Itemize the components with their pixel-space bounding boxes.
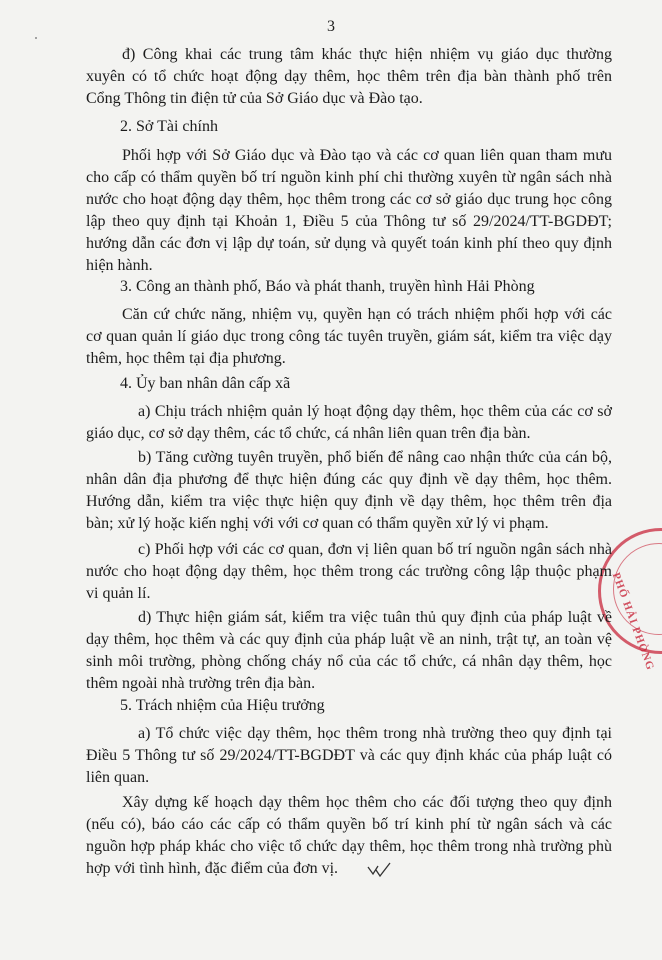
text-line: nhân dân địa phương để thực hiện đúng các quy định về dạy thêm, học thêm.: [86, 471, 612, 488]
paragraph: [86, 304, 612, 370]
text-line: dạy thêm, học thêm và các quy định của pháp luật về an ninh, trật tự, an toàn vệ: [86, 631, 612, 648]
handwritten-mark: [366, 861, 392, 879]
text-line: nguồn hợp pháp khác cho việc tổ chức dạy thêm, học thêm trong nhà trường phù: [86, 838, 612, 855]
paragraph: [86, 539, 612, 605]
text-line: Phối hợp với Sở Giáo dục và Đào tạo và các cơ quan liên quan tham mưu: [122, 147, 612, 164]
text-line: nước cho hoạt động dạy thêm, học thêm trong các cơ sở giáo dục trung học công: [86, 191, 612, 208]
text-line: Điều 5 Thông tư số 29/2024/TT-BGDĐT và các quy định khác của pháp luật có: [86, 747, 612, 764]
paragraph: [86, 401, 612, 445]
text-line: xuyên có tổ chức hoạt động dạy thêm, học thêm trên địa bàn thành phố trên: [86, 68, 612, 85]
text-line: giáo dục, cơ sở dạy thêm, các tổ chức, cá nhân liên quan trên địa bàn.: [86, 425, 531, 442]
text-line: hiện hành.: [86, 257, 153, 274]
paragraph: [86, 607, 612, 695]
text-line: thêm ngoài nhà trường trên địa bàn.: [86, 675, 316, 692]
text-line: nước cho hoạt động dạy thêm, học thêm trong các trường công lập thuộc phạm: [86, 563, 612, 580]
scan-speck: [35, 37, 37, 39]
paragraph: [86, 447, 612, 535]
text-line: Cổng Thông tin điện tử của Sở Giáo dục và Đào tạo.: [86, 90, 423, 107]
section-heading: 3. Công an thành phố, Báo và phát thanh, truyền hình Hải Phòng: [120, 278, 535, 295]
text-line: Hướng dẫn, kiểm tra việc thực hiện quy định về dạy thêm, học thêm trên địa: [86, 493, 612, 510]
text-line: Căn cứ chức năng, nhiệm vụ, quyền hạn có trách nhiệm phối hợp với các: [122, 306, 612, 323]
text-line: hợp với tình hình, đặc điểm của đơn vị.: [86, 860, 339, 877]
section-heading: 5. Trách nhiệm của Hiệu trưởng: [120, 697, 325, 714]
text-line: vi quản lí.: [86, 585, 151, 602]
text-line: d) Thực hiện giám sát, kiểm tra việc tuân thủ quy định của pháp luật về: [138, 609, 612, 626]
text-line: a) Tổ chức việc dạy thêm, học thêm trong nhà trường theo quy định tại: [138, 725, 612, 742]
paragraph: [86, 723, 612, 789]
text-line: hướng dẫn các đơn vị lập dự toán, sử dụng và quyết toán kinh phí theo quy định: [86, 235, 612, 252]
paragraph: [86, 792, 612, 880]
text-line: bàn; xử lý hoặc kiến nghị với với cơ quan có thẩm quyền xử lý vi phạm.: [86, 515, 549, 532]
text-line: lập theo quy định tại Khoản 1, Điều 5 của Thông tư số 29/2024/TT-BGDĐT;: [86, 213, 612, 230]
paragraph: [86, 145, 612, 277]
text-line: cơ quan quản lí giáo dục trong công tác tuyên truyền, giám sát, kiểm tra việc dạy: [86, 328, 612, 345]
text-line: Xây dựng kế hoạch dạy thêm học thêm cho các đối tượng theo quy định: [122, 794, 612, 811]
text-line: đ) Công khai các trung tâm khác thực hiện nhiệm vụ giáo dục thường: [122, 46, 612, 63]
paragraph: [86, 44, 612, 110]
text-line: a) Chịu trách nhiệm quản lý hoạt động dạy thêm, học thêm của các cơ sở: [138, 403, 612, 420]
text-line: thêm, học thêm tại địa phương.: [86, 350, 286, 367]
seal-lettering: PHỐ HẢI PHÒNG: [609, 571, 657, 673]
text-line: cho cấp có thẩm quyền bố trí nguồn kinh phí chi thường xuyên từ ngân sách nhà: [86, 169, 612, 186]
section-heading: 2. Sở Tài chính: [120, 118, 218, 135]
text-line: sinh môi trường, phòng chống cháy nổ của các tổ chức, cá nhân dạy thêm, học: [86, 653, 612, 670]
text-line: b) Tăng cường tuyên truyền, phổ biến để nâng cao nhận thức của cán bộ,: [138, 449, 612, 466]
text-line: liên quan.: [86, 769, 150, 786]
page-number: 3: [327, 18, 335, 35]
text-line: c) Phối hợp với các cơ quan, đơn vị liên quan bố trí nguồn ngân sách nhà: [138, 541, 612, 558]
text-line: (nếu có), báo cáo các cấp có thẩm quyền bố trí kinh phí từ ngân sách và các: [86, 816, 612, 833]
section-heading: 4. Ủy ban nhân dân cấp xã: [120, 375, 291, 392]
